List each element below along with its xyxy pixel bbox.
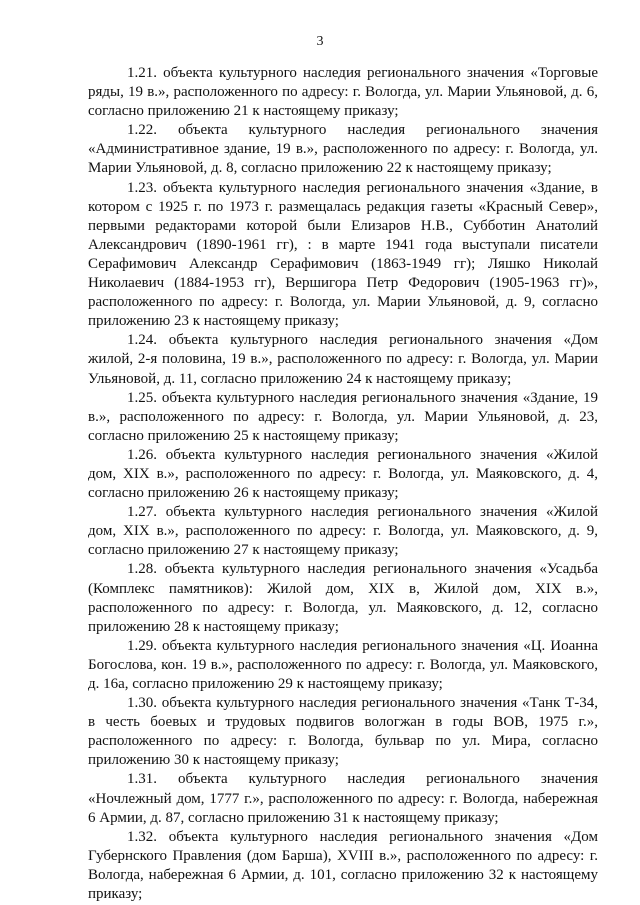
list-item: 1.25. объекта культурного наследия регионального значения «Здание, 19 в.», расположенного по адресу: г. Вологда, ул. Марии Ульяновой, д. 23, согласно приложению 25 к настоящему приказу; [88, 389, 598, 444]
list-item: 1.28. объекта культурного наследия регионального значения «Усадьба (Комплекс памятников): Жилой дом, XIX в, Жилой дом, XIX в.», расположенного по адресу: г. Вологда, ул. Маяковского, д. 12, согласно приложению 28 к настоящему приказу; [88, 561, 598, 635]
list-item: 1.27. объекта культурного наследия регионального значения «Жилой дом, XIX в.», расположенного по адресу: г. Вологда, ул. Маяковского, д. 9, согласно приложению 27 к настоящему приказу; [88, 504, 598, 559]
list-item: 1.21. объекта культурного наследия регионального значения «Торговые ряды, 19 в.», расположенного по адресу: г. Вологда, ул. Марии Ульяновой, д. 6, согласно приложению 21 к настоящему приказу; [88, 65, 598, 120]
list-item: 1.32. объекта культурного наследия регионального значения «Дом Губернского Правления (дом Барша), XVIII в.», расположенного по адресу: г. Вологда, набережная 6 Армии, д. 101, согласно приложению 32 к настоящему приказу; [88, 828, 598, 903]
document-body [88, 64, 598, 904]
list-item: 1.31. объекта культурного наследия регионального значения «Ночлежный дом, 1777 г.», расположенного по адресу: г. Вологда, набережная 6 Армии, д. 87, согласно приложению 31 к настоящему приказу; [88, 771, 598, 826]
list-item: 1.22. объекта культурного наследия регионального значения «Административное здание, 19 в.», расположенного по адресу: г. Вологда, ул. Марии Ульяновой, д. 8, согласно приложению 22 к настоящему приказу; [88, 122, 598, 177]
list-item: 1.23. объекта культурного наследия регионального значения «Здание, в котором с 1925 г. по 1973 г. размещалась редакция газеты «Красный Север», первыми редакторами которой были Елизаров Н.В., Субботин Анатолий Александрович (1890-1961 гг), : в марте 1941 года выступали писатели Серафимович Александр Серафимович (1863-1949 гг); Ляшко Николай Николаевич (1884-1953 гг), Вершигора Петр Федорович (1905-1963 гг)», расположенного по адресу: г. Вологда, ул. Марии Ульяновой, д. 9, согласно приложению 23 к настоящему приказу; [88, 179, 598, 330]
list-item: 1.26. объекта культурного наследия регионального значения «Жилой дом, XIX в.», расположенного по адресу: г. Вологда, ул. Маяковского, д. 4, согласно приложению 26 к настоящему приказу; [88, 446, 598, 502]
list-item: 1.29. объекта культурного наследия регионального значения «Ц. Иоанна Богослова, кон. 19 в.», расположенного по адресу: г. Вологда, ул. Маяковского, д. 16а, согласно приложению 29 к настоящему приказу; [88, 637, 598, 692]
list-item: 1.30. объекта культурного наследия регионального значения «Танк Т-34, в честь боевых и трудовых подвигов вологжан в годы ВОВ, 1975 г.», расположенного по адресу: г. Вологда, бульвар по ул. Мира, согласно приложению 30 к настоящему приказу; [88, 695, 598, 769]
list-item: 1.24. объекта культурного наследия регионального значения «Дом жилой, 2-я половина, 19 в.», расположенного по адресу: г. Вологда, ул. Марии Ульяновой, д. 11, согласно приложению 24 к настоящему приказу; [88, 332, 598, 387]
page-number: 3 [316, 34, 324, 49]
